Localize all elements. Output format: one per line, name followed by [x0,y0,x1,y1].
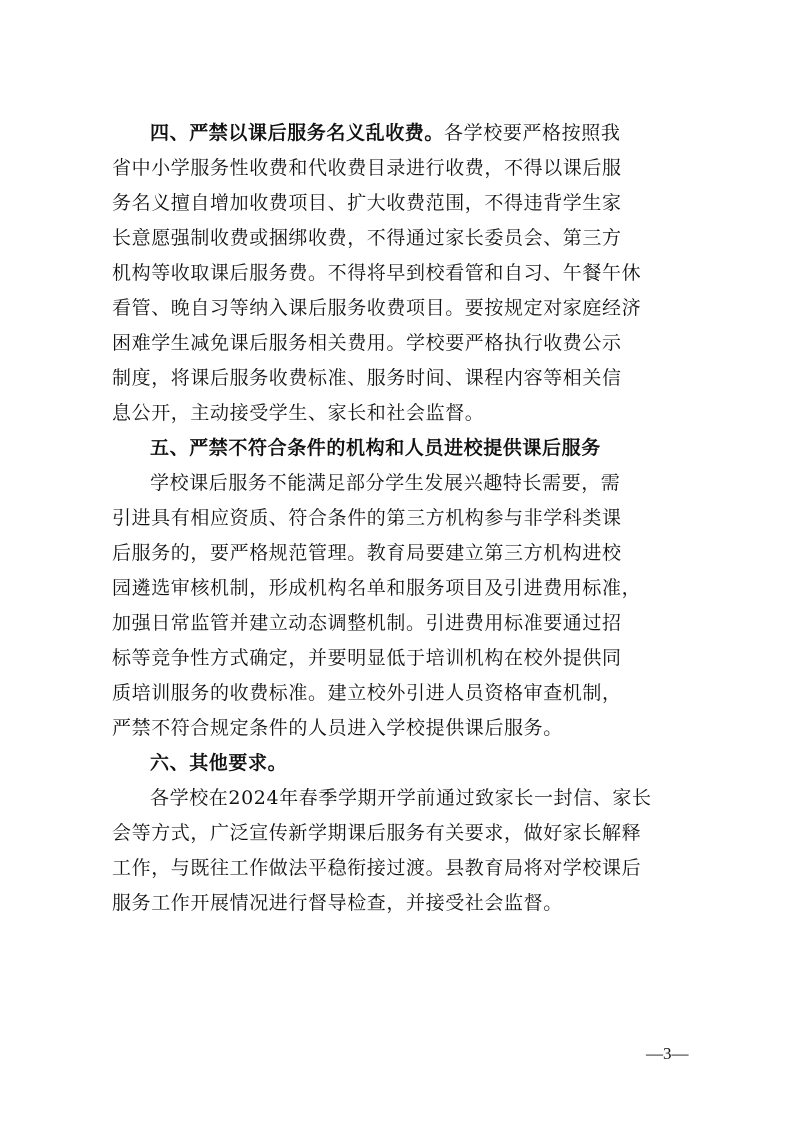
text-line: 困难学生减免课后服务相关费用。学校要严格执行收费公示 [112,332,622,354]
text-line: 质培训服务的收费标准。建立校外引进人员资格审查机制， [112,682,622,704]
text-line: 息公开，主动接受学生、家长和社会监督。 [112,402,485,424]
text-line: 制度，将课后服务收费标准、服务时间、课程内容等相关信 [112,367,622,389]
text-line: 学校课后服务不能满足部分学生发展兴趣特长需要，需 [150,472,621,494]
section-heading: 六、其他要求。 [150,752,288,774]
text-line: 引进具有相应资质、符合条件的第三方机构参与非学科类课 [112,507,622,529]
document-body [112,116,690,921]
section-five-heading [112,431,690,466]
page-number: —3— [646,1044,689,1063]
text-line: 看管、晚自习等纳入课后服务收费项目。要按规定对家庭经济 [112,297,642,319]
section-six-heading [112,746,690,781]
text-line: 工作，与既往工作做法平稳衔接过渡。县教育局将对学校课后 [112,857,642,879]
text-line [112,431,690,466]
section-six-body [112,781,690,921]
section-heading: 四、严禁以课后服务名义乱收费。 [150,122,445,144]
text-line: 加强日常监管并建立动态调整机制。引进费用标准要通过招 [112,612,622,634]
text-line [112,116,690,151]
line-text: 各学校要严格按照我 [444,122,621,144]
text-line: 严禁不符合规定条件的人员进入学校提供课后服务。 [112,717,563,739]
text-line: 务名义擅自增加收费项目、扩大收费范围，不得违背学生家 [112,192,622,214]
text-line: 服务工作开展情况进行督导检查，并接受社会监督。 [112,892,563,914]
section-heading: 五、严禁不符合条件的机构和人员进校提供课后服务 [150,437,601,459]
text-line: 会等方式，广泛宣传新学期课后服务有关要求，做好家长解释 [112,822,642,844]
text-line: 省中小学服务性收费和代收费目录进行收费，不得以课后服 [112,157,622,179]
text-line: 各学校在2024年春季学期开学前通过致家长一封信、家长 [150,787,652,809]
text-line: 长意愿强制收费或捆绑收费，不得通过家长委员会、第三方 [112,227,622,249]
section-five-body [112,466,690,746]
section-four [112,116,690,431]
text-line: 标等竞争性方式确定，并要明显低于培训机构在校外提供同 [112,647,622,669]
text-line: 机构等收取课后服务费。不得将早到校看管和自习、午餐午休 [112,262,642,284]
text-line: 后服务的，要严格规范管理。教育局要建立第三方机构进校 [112,542,622,564]
text-line [112,746,690,781]
text-line: 园遴选审核机制，形成机构名单和服务项目及引进费用标准， [112,577,642,599]
